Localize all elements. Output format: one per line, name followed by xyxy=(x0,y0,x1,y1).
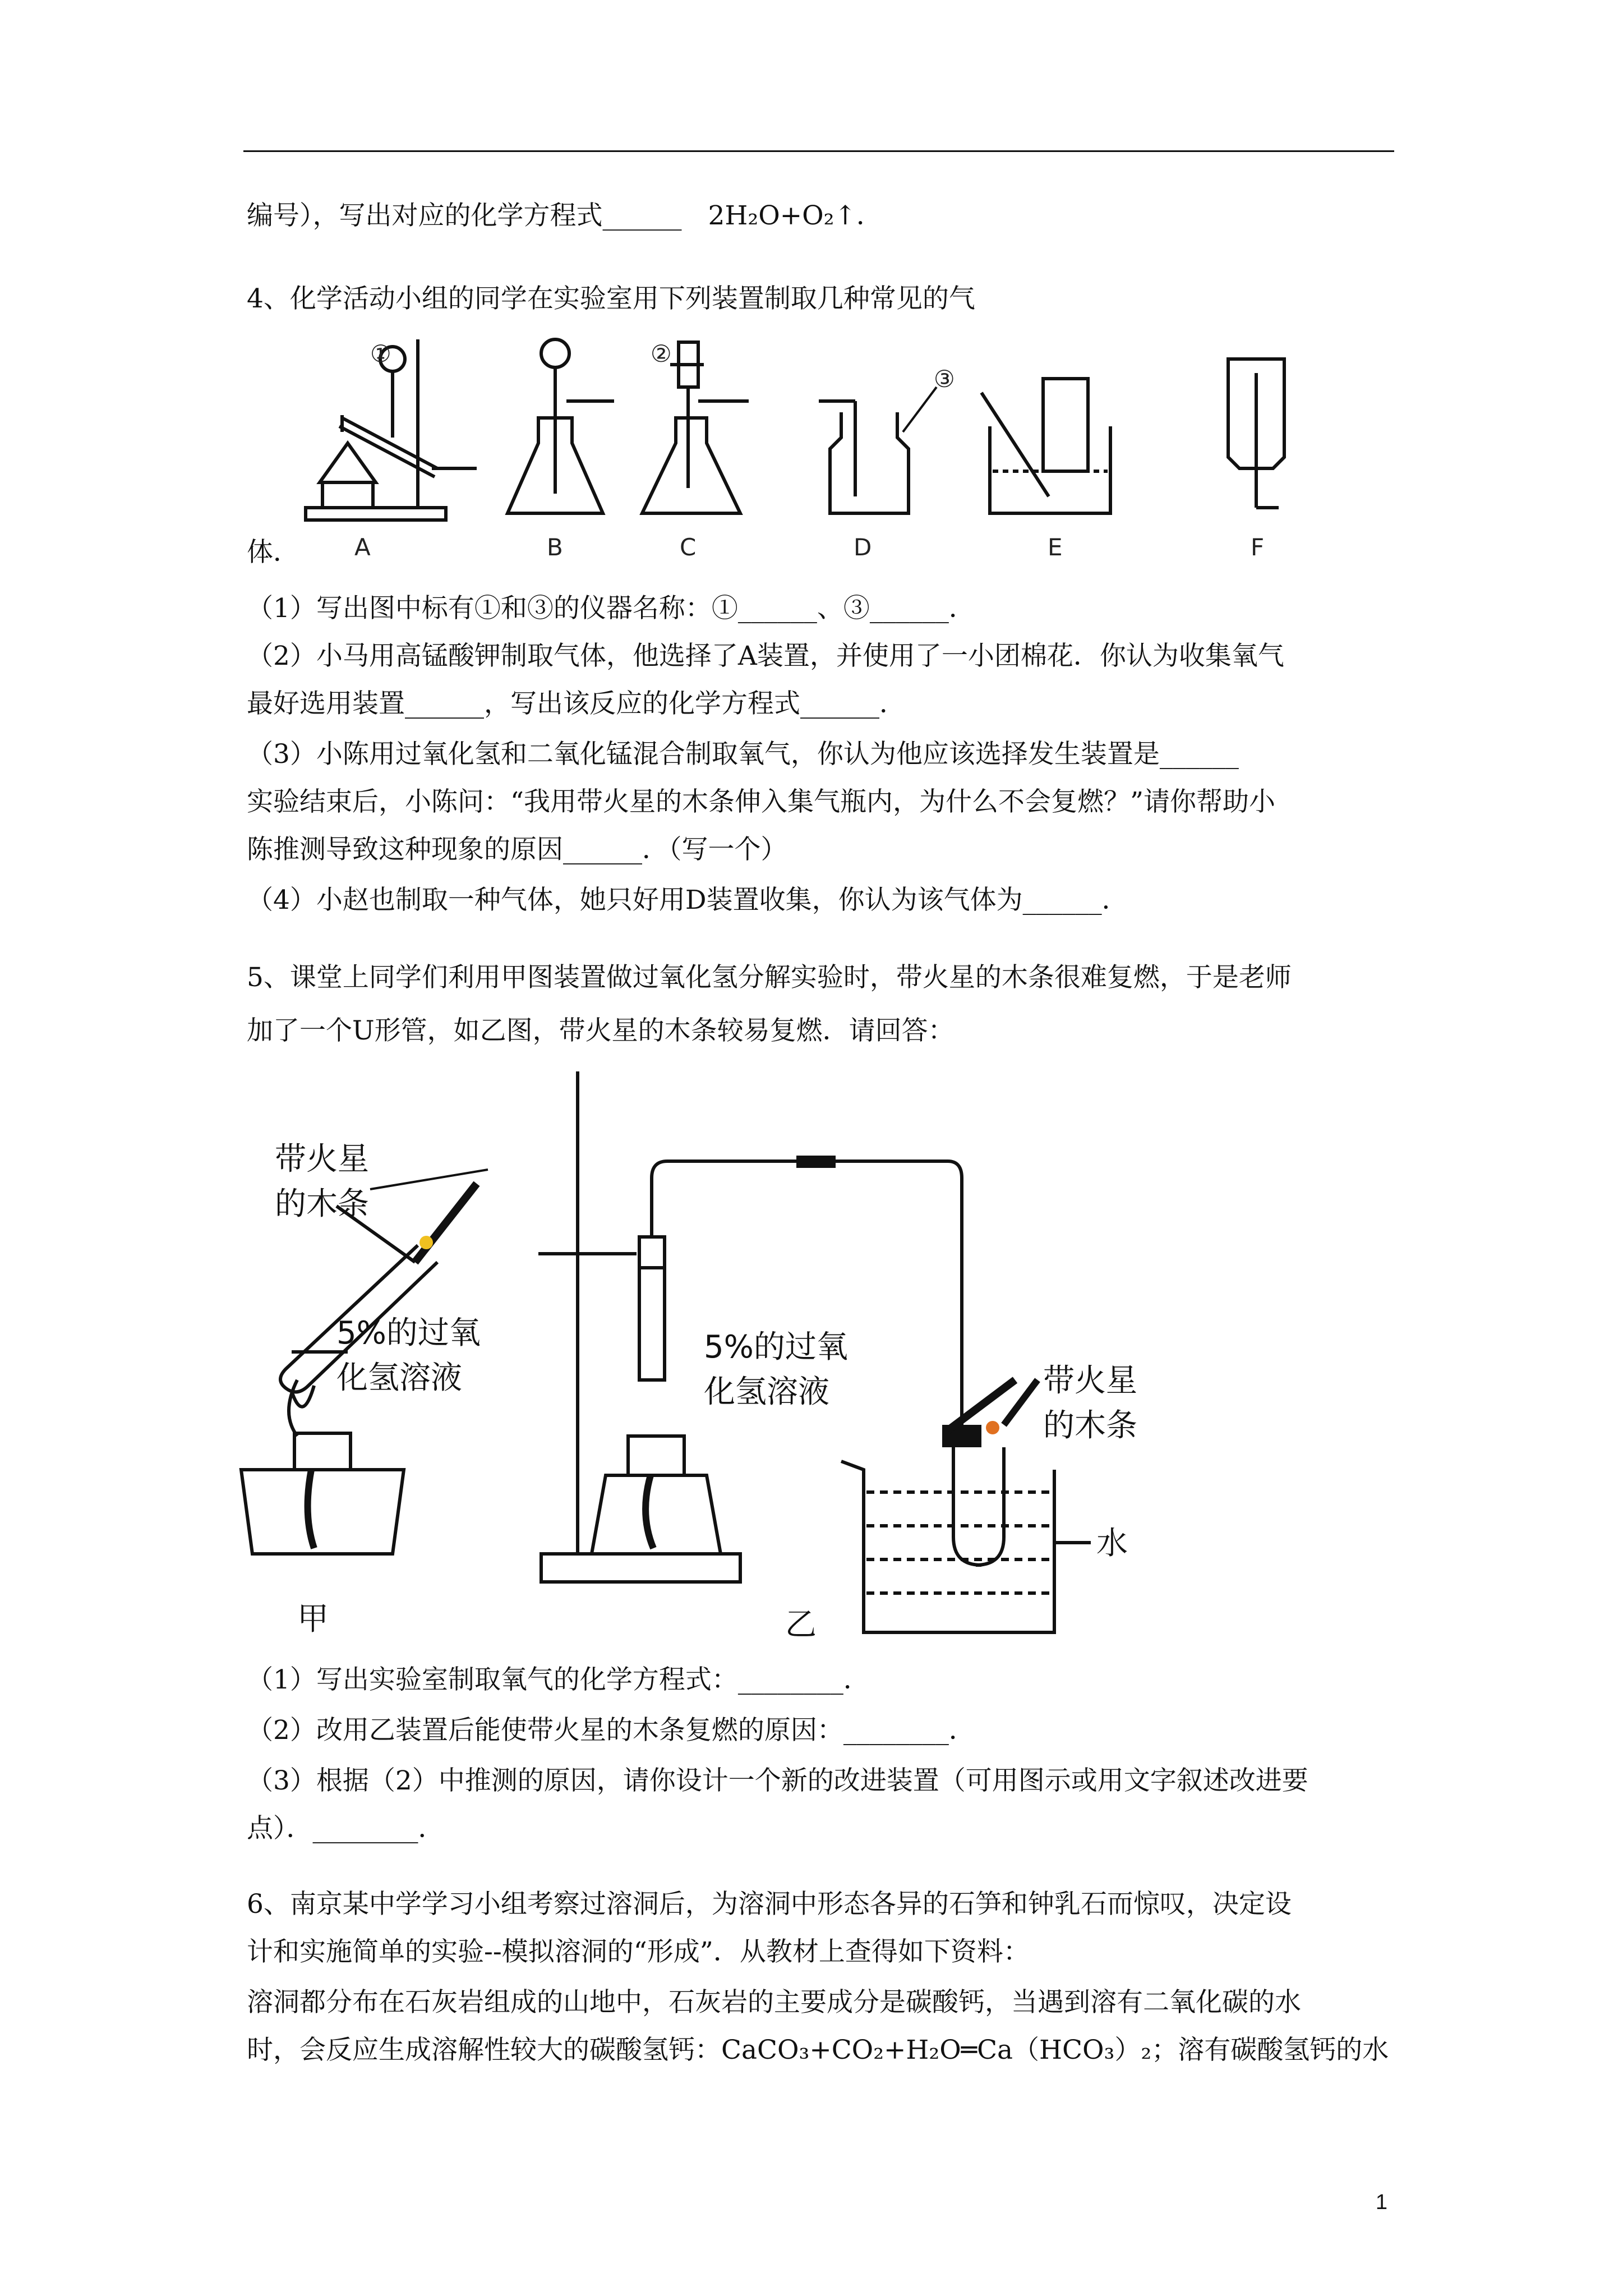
question-4-part-3b: 实验结束后，小陈问：“我用带火星的木条伸入集气瓶内，为什么不会复燃？”请你帮助小 xyxy=(247,786,1276,817)
splint-left-line2: 的木条 xyxy=(275,1186,369,1222)
label-c: C xyxy=(680,533,697,561)
text-line-continuation: 编号），写出对应的化学方程式______ 2H₂O+O₂↑． xyxy=(247,200,883,231)
question-4-part-1: （1）写出图中标有①和③的仪器名称：①______、③______． xyxy=(247,593,975,624)
question-6-b: 计和实施简单的实验--模拟溶洞的“形成”．从教材上查得如下资料： xyxy=(247,1936,1030,1967)
question-5-part-1: （1）写出实验室制取氧气的化学方程式：________． xyxy=(247,1664,870,1695)
solution-left-line2: 化氢溶液 xyxy=(336,1360,462,1396)
question-4-part-2b: 最好选用装置______，写出该反应的化学方程式______． xyxy=(247,688,906,719)
label-d: D xyxy=(854,533,872,561)
solution-right-line1: 5%的过氧 xyxy=(704,1329,848,1365)
label-f: F xyxy=(1251,533,1265,561)
marker-2: ② xyxy=(651,340,672,367)
water-label: 水 xyxy=(1096,1525,1128,1562)
question-5-part-3b: 点）．________． xyxy=(247,1813,445,1844)
label-b: B xyxy=(547,533,563,561)
solution-left-line1: 5%的过氧 xyxy=(336,1315,481,1351)
question-5-a: 5、课堂上同学们利用甲图装置做过氧化氢分解实验时，带火星的木条很难复燃，于是老师 xyxy=(247,962,1292,993)
label-e: E xyxy=(1048,533,1063,561)
question-5-part-2: （2）改用乙装置后能使带火星的木条复燃的原因：________． xyxy=(247,1715,975,1746)
marker-3: ③ xyxy=(934,365,955,393)
solution-right-line2: 化氢溶液 xyxy=(704,1374,829,1410)
marker-1: ① xyxy=(370,340,391,367)
question-6-d: 时，会反应生成溶解性较大的碳酸氢钙：CaCO₃+CO₂+H₂O═Ca（HCO₃）₂；溶有碳酸氢钙的水 xyxy=(247,2035,1389,2065)
question-4-end: 体． xyxy=(247,537,299,568)
question-6-c: 溶洞都分布在石灰岩组成的山地中，石灰岩的主要成分是碳酸钙，当遇到溶有二氧化碳的水 xyxy=(247,1987,1301,2018)
question-5-part-3a: （3）根据（2）中推测的原因，请你设计一个新的改进装置（可用图示或用文字叙述改进要 xyxy=(247,1765,1308,1796)
label-a: A xyxy=(354,533,371,561)
question-4-part-3c: 陈推测导致这种现象的原因______．（写一个） xyxy=(247,834,787,865)
apparatus-yi xyxy=(538,1071,962,1582)
splint-left-line1: 带火星 xyxy=(275,1141,369,1177)
yi-label: 乙 xyxy=(785,1607,817,1643)
question-4-intro: 4、化学活动小组的同学在实验室用下列装置制取几种常见的气 xyxy=(247,283,975,314)
page-number: 1 xyxy=(1375,2191,1387,2214)
jia-label: 甲 xyxy=(297,1601,329,1637)
splint-right-line1: 带火星 xyxy=(1043,1363,1137,1399)
question-5-b: 加了一个U形管，如乙图，带火星的木条较易复燃．请回答： xyxy=(247,1015,955,1046)
question-4-part-3a: （3）小陈用过氧化氢和二氧化锰混合制取氧气，你认为他应该选择发生装置是______ xyxy=(247,739,1239,770)
splint-right-line2: 的木条 xyxy=(1043,1407,1137,1444)
question-4-part-4: （4）小赵也制取一种气体，她只好用D装置收集，你认为该气体为______． xyxy=(247,885,1128,915)
question-4-part-2a: （2）小马用高锰酸钾制取气体，他选择了A装置，并使用了一小团棉花．你认为收集氧气 xyxy=(247,641,1284,671)
question-6-a: 6、南京某中学学习小组考察过溶洞后，为溶洞中形态各异的石笋和钟乳石而惊叹，决定设 xyxy=(247,1889,1292,1920)
